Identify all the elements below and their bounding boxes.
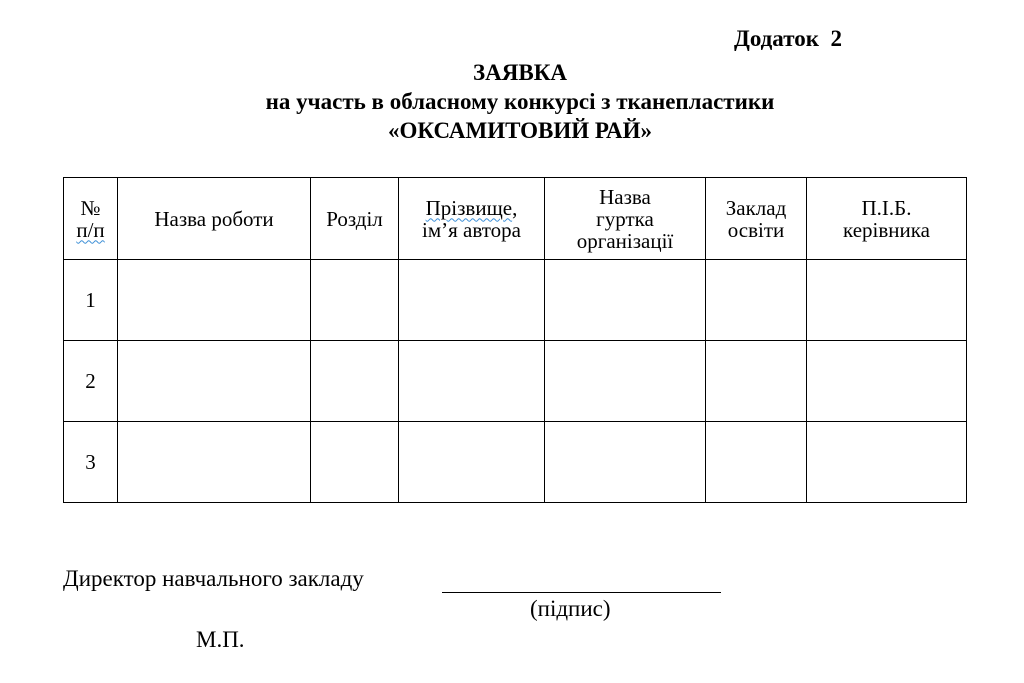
- signature-caption: (підпис): [530, 596, 611, 621]
- supervisor-cell[interactable]: [807, 260, 967, 341]
- col-header-section: Розділ: [311, 178, 399, 260]
- club-cell[interactable]: [545, 422, 706, 503]
- row-number-cell: 1: [64, 260, 118, 341]
- club-cell[interactable]: [545, 341, 706, 422]
- document-title: [0, 58, 1024, 145]
- col-header-author: Прізвище, ім’я автора: [399, 178, 545, 260]
- club-cell[interactable]: [545, 260, 706, 341]
- title-line-1: ЗАЯВКА: [473, 60, 567, 85]
- table-row: [64, 341, 967, 422]
- title-line-2: на участь в обласному конкурсі з тканепластики: [265, 89, 775, 114]
- work-title-cell[interactable]: [118, 341, 311, 422]
- signature-line[interactable]: [442, 592, 721, 593]
- supervisor-cell[interactable]: [807, 341, 967, 422]
- work-title-cell[interactable]: [118, 260, 311, 341]
- supervisor-cell[interactable]: [807, 422, 967, 503]
- author-cell[interactable]: [399, 341, 545, 422]
- stamp-label: М.П.: [196, 627, 245, 652]
- director-label: Директор навчального закладу: [63, 566, 364, 591]
- author-cell[interactable]: [399, 260, 545, 341]
- appendix-label: Додаток 2: [734, 26, 842, 51]
- row-number-cell: 3: [64, 422, 118, 503]
- work-title-cell[interactable]: [118, 422, 311, 503]
- col-header-number: № п/п: [64, 178, 118, 260]
- section-cell[interactable]: [311, 422, 399, 503]
- application-table: [63, 177, 967, 503]
- table-row: [64, 422, 967, 503]
- author-cell[interactable]: [399, 422, 545, 503]
- institution-cell[interactable]: [706, 260, 807, 341]
- institution-cell[interactable]: [706, 341, 807, 422]
- table-header-row: [64, 178, 967, 260]
- col-header-institution: Заклад освіти: [706, 178, 807, 260]
- row-number-cell: 2: [64, 341, 118, 422]
- col-header-work-title: Назва роботи: [118, 178, 311, 260]
- institution-cell[interactable]: [706, 422, 807, 503]
- col-header-supervisor: П.І.Б. керівника: [807, 178, 967, 260]
- section-cell[interactable]: [311, 341, 399, 422]
- section-cell[interactable]: [311, 260, 399, 341]
- col-header-club: Назва гуртка організації: [545, 178, 706, 260]
- table-row: [64, 260, 967, 341]
- title-line-3: «ОКСАМИТОВИЙ РАЙ»: [387, 118, 653, 143]
